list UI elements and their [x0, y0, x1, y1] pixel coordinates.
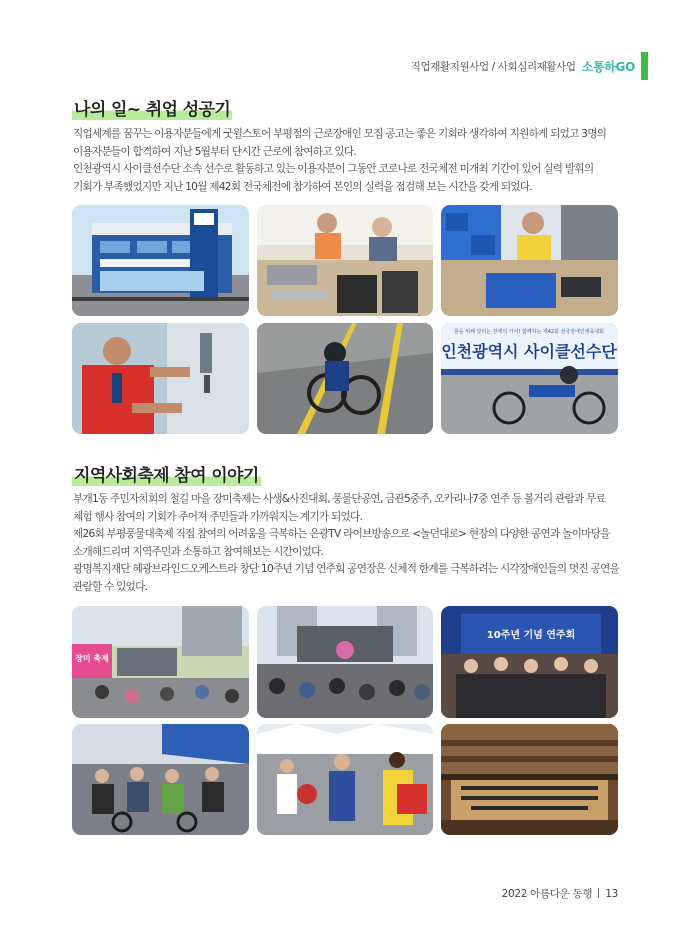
page-header	[411, 54, 648, 78]
section2-paragraph-3: 광명복지재단 혜광브라인드오케스트라 창단 10주년 기념 연주회 공연장은 신체적 한계를 극복하려는 시각장애인들의 멋진 공연을 관람할 수 있었다.	[73, 563, 620, 593]
photo-goodwill-store	[72, 205, 249, 316]
section1-paragraph-1: 직업세계를 꿈꾸는 이용자분들에게 굿윌스토어 부평점의 근로장애인 모집 공고는 좋은 기회라 생각하여 지원하게 되었고 3명의 이용자분들이 합격하여 지난 5월부터 단시간 근로에 참여하고 있다.	[73, 128, 607, 158]
banner-text: 인천광역시 사이클선수단	[441, 342, 617, 361]
section1-title: 나의 일~ 취업 성공기	[74, 100, 231, 120]
concert-sign-text: 10주년 기념 연주회	[486, 630, 576, 641]
section2-paragraph-2: 제26회 부평풍물대축제 직접 참여의 어려움을 극복하는 은광TV 라이브방송으로 <놀던대로> 현장의 다양한 공연과 놀이마당을 소개해드리며 지역주민과 소통하고 참여해보는 시간이었다.	[73, 528, 610, 558]
photo-pungmul-performers	[257, 724, 433, 835]
header-brand: 소통하GO	[581, 59, 635, 74]
photo-sorting-work	[257, 205, 433, 316]
photo-cycling-banner	[441, 323, 618, 434]
section2-title: 지역사회축제 참여 이야기	[74, 466, 259, 486]
header-accent-bar	[641, 52, 648, 80]
page-footer	[502, 886, 618, 901]
header-path: 직업재활지원사업 / 사회심리재활사업	[410, 60, 576, 73]
section1-body	[73, 126, 621, 196]
photo-wheelchair-festival	[72, 724, 249, 835]
section2-body	[73, 491, 621, 596]
photo-concert-group	[441, 606, 618, 718]
photo-handcycle-road	[257, 323, 433, 434]
section2-paragraph-1: 부개1동 주민자치회의 철길 마을 장미축제는 사생&사진대회, 풍물단공연, 금관5중주, 오카리나7중 연주 등 볼거리 관람과 무료 체험 행사 참여의 기회가 주어져 주민들과 가까워지는 계기가 되었다.	[73, 493, 606, 523]
footer-label: 2022 아름다운 동행	[501, 888, 593, 900]
photo-folding-clothes	[441, 205, 618, 316]
photo-door-cleaning	[72, 323, 249, 434]
photo-orchestra-hall	[441, 724, 618, 835]
photo-pungmul-festival	[257, 606, 433, 718]
section1-paragraph-2: 인천광역시 사이클선수단 소속 선수로 활동하고 있는 이용자분이 그동안 코로나로 전국체전 미개최 기간이 있어 실력 발휘의 기회가 부족했었지만 지난 10월 제42회 전국체전에 참가하여 본인의 실력을 점검해 보는 시간을 갖게 되었다.	[73, 163, 594, 193]
banner-small-text: 꿈을 위해 달리는 장애의 가치! 함께하는 제42회 전국장애인체육대회	[454, 329, 604, 335]
festival-sign-text: 장미 축제	[75, 654, 109, 663]
footer-separator	[598, 888, 599, 898]
photo-rose-festival	[72, 606, 249, 718]
page-number: 13	[605, 888, 618, 900]
